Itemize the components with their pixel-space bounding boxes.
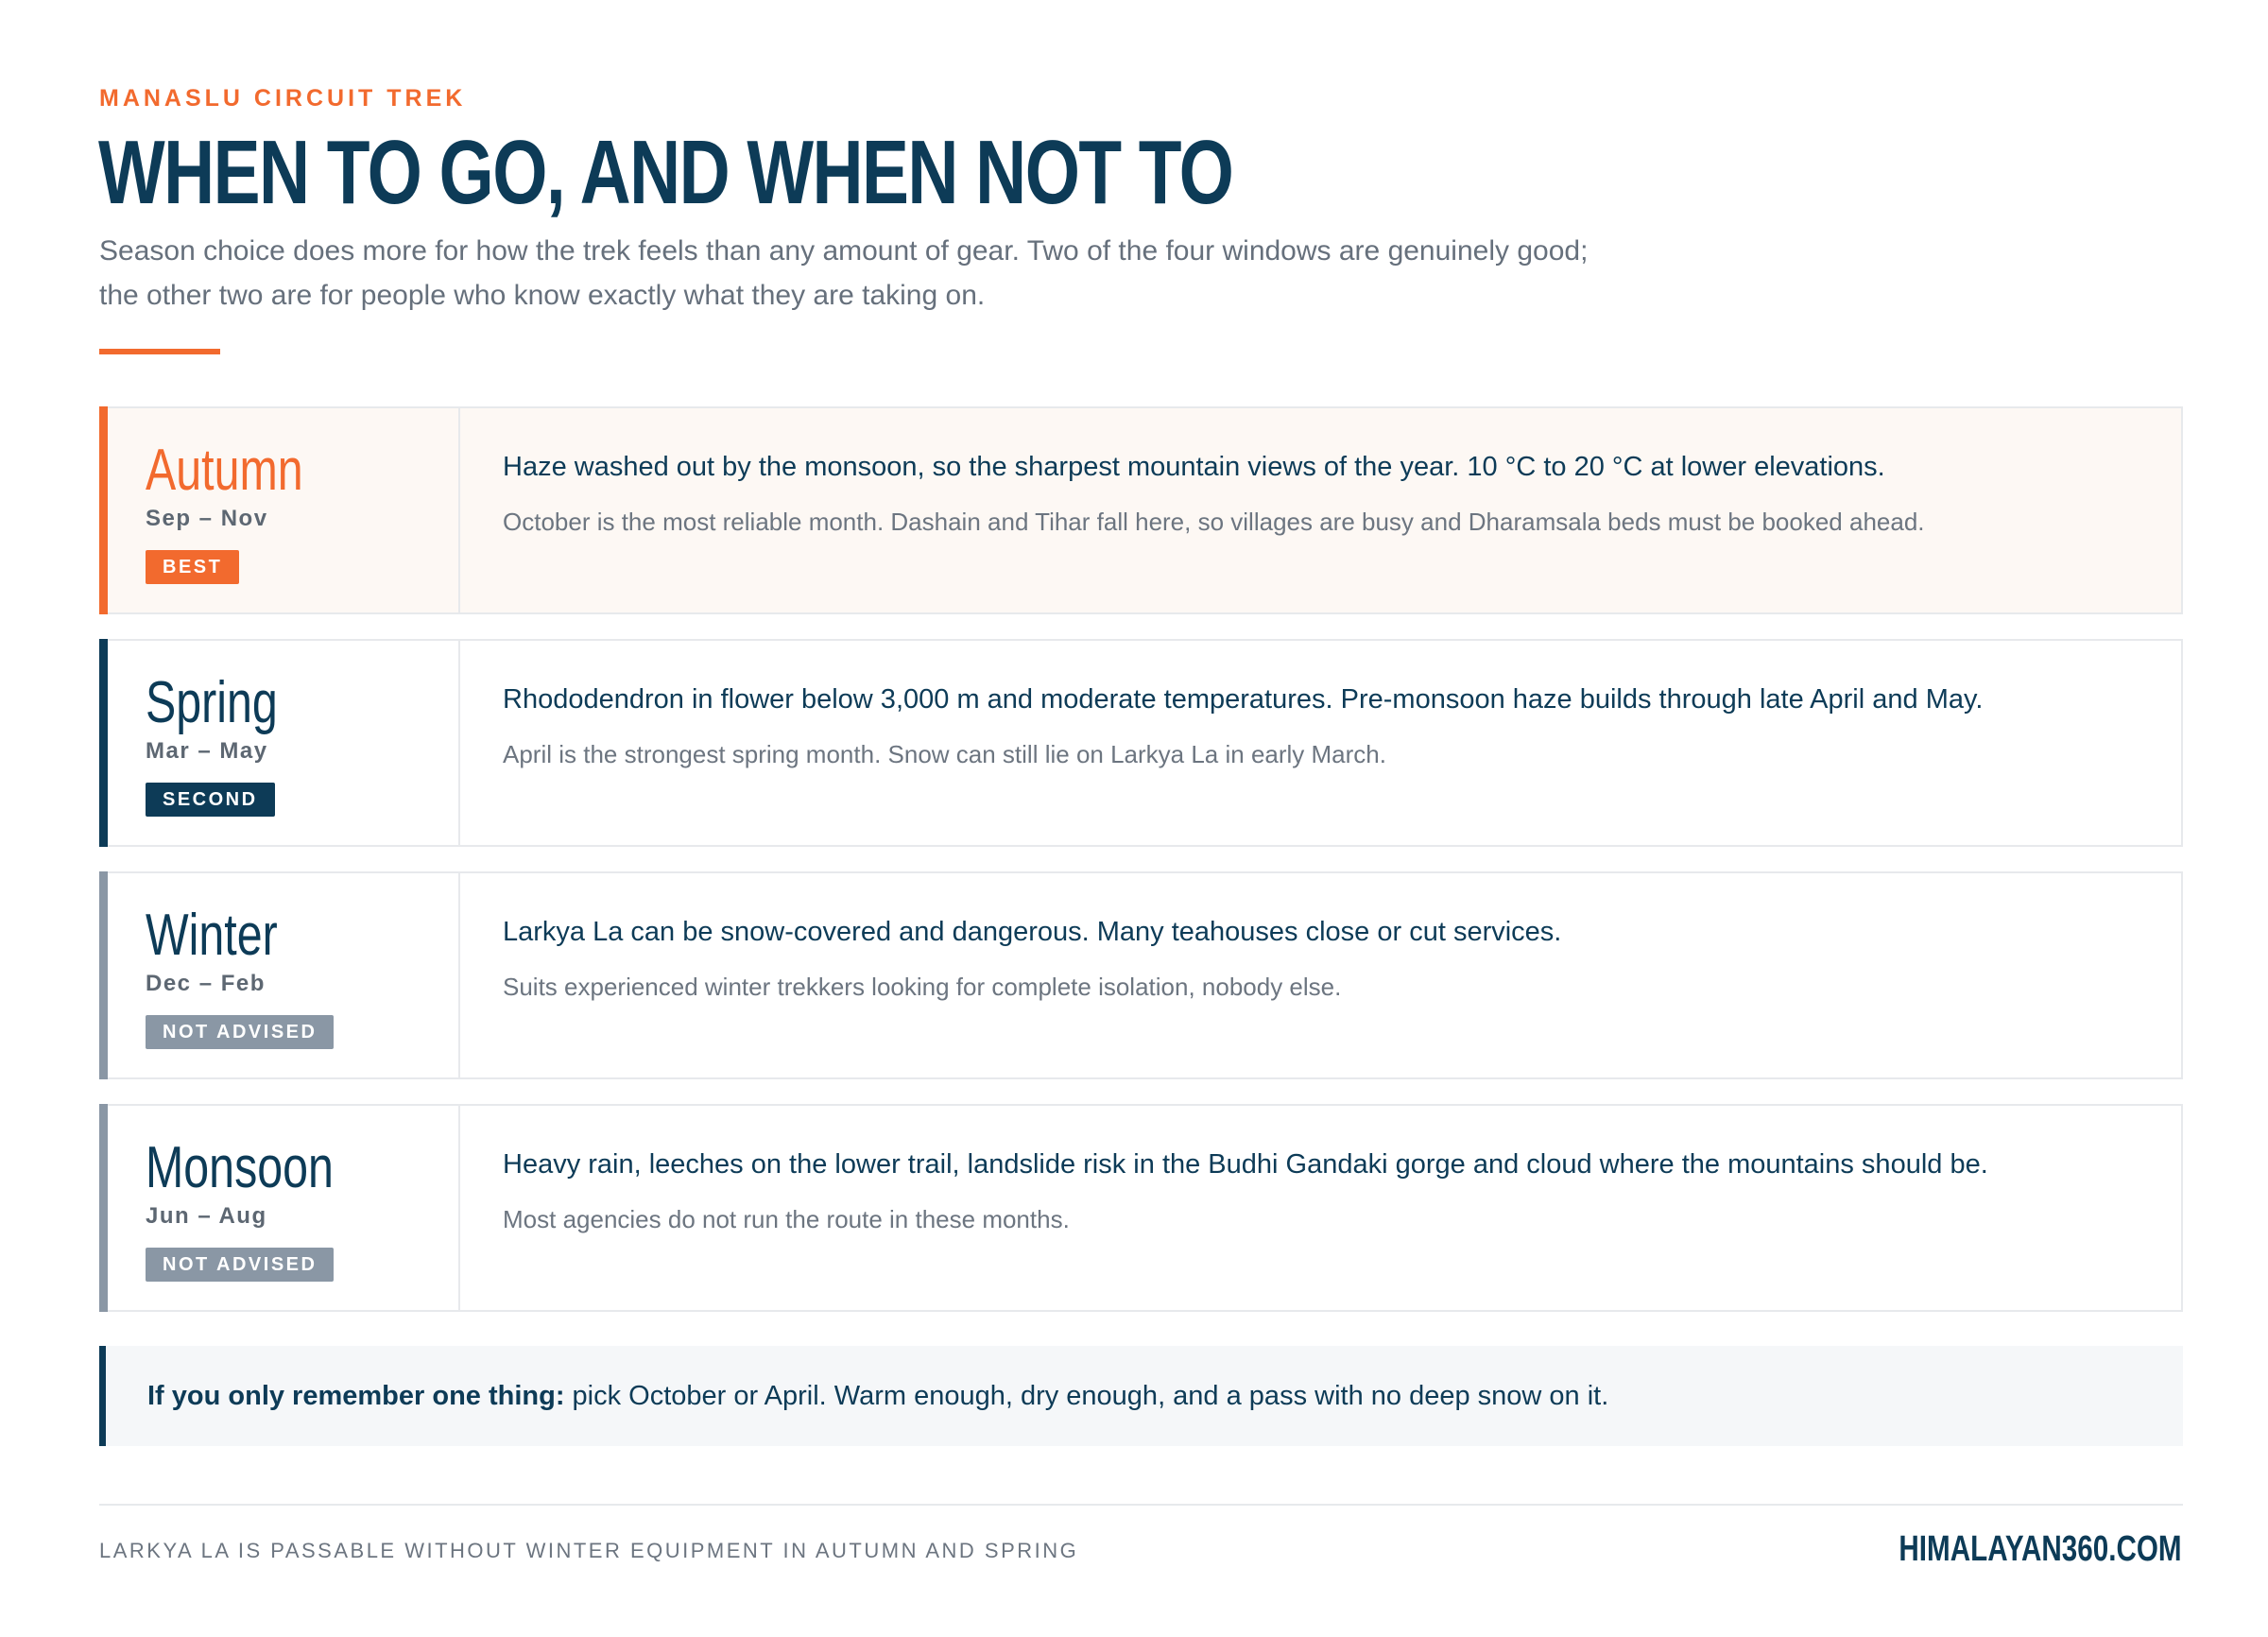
season-months: Mar – May xyxy=(146,738,268,764)
season-card-monsoon xyxy=(99,1104,2183,1312)
status-badge: NOT ADVISED xyxy=(146,1015,334,1049)
status-badge: BEST xyxy=(146,550,239,584)
callout-text: pick October or April. Warm enough, dry enough, and a pass with no deep snow on it. xyxy=(564,1381,1609,1411)
season-months: Dec – Feb xyxy=(146,971,266,996)
page-title: WHEN TO GO, AND WHEN NOT TO xyxy=(98,122,1233,223)
season-name: Spring xyxy=(146,670,278,735)
season-lead: Larkya La can be snow-covered and dangerous. Many teahouses close or cut services. xyxy=(503,917,1562,947)
callout-label: If you only remember one thing: xyxy=(147,1381,565,1411)
key-takeaway-callout xyxy=(99,1346,2183,1446)
season-card-autumn xyxy=(99,406,2183,614)
accent-rule xyxy=(99,349,220,354)
season-lead: Heavy rain, leeches on the lower trail, landslide risk in the Budhi Gandaki gorge and cloud where the mountains should be. xyxy=(503,1149,1988,1180)
intro-line-1: Season choice does more for how the trek feels than any amount of gear. Two of the four windows are genuinely good; xyxy=(99,235,1589,267)
season-note: Suits experienced winter trekkers looking for complete isolation, nobody else. xyxy=(503,973,1342,1001)
season-lead: Haze washed out by the monsoon, so the sharpest mountain views of the year. 10 °C to 20 °C at lower elevations. xyxy=(503,452,1885,482)
season-card-spring xyxy=(99,639,2183,847)
season-note: Most agencies do not run the route in these months. xyxy=(503,1205,1070,1233)
intro-text xyxy=(99,229,1706,318)
season-months: Jun – Aug xyxy=(146,1203,267,1229)
eyebrow: MANASLU CIRCUIT TREK xyxy=(99,85,467,112)
season-side xyxy=(101,641,460,845)
season-side xyxy=(101,1106,460,1310)
footer-note: LARKYA LA IS PASSABLE WITHOUT WINTER EQUIPMENT IN AUTUMN AND SPRING xyxy=(99,1539,1079,1562)
intro-line-2: the other two are for people who know exactly what they are taking on. xyxy=(99,280,986,311)
status-badge: SECOND xyxy=(146,783,275,817)
season-name: Monsoon xyxy=(146,1135,334,1200)
season-note: April is the strongest spring month. Snow can still lie on Larkya La in early March. xyxy=(503,740,1386,768)
season-months: Sep – Nov xyxy=(146,506,268,531)
season-name: Autumn xyxy=(146,438,303,503)
season-side xyxy=(101,408,460,612)
brand-logo: HIMALAYAN360.COM xyxy=(1899,1529,2182,1569)
season-note: October is the most reliable month. Dashain and Tihar fall here, so villages are busy and Dharamsala beds must be booked ahead. xyxy=(503,508,1925,536)
status-badge: NOT ADVISED xyxy=(146,1248,334,1282)
season-side xyxy=(101,873,460,1077)
footer-divider xyxy=(99,1504,2183,1506)
season-name: Winter xyxy=(146,903,278,968)
season-lead: Rhododendron in flower below 3,000 m and moderate temperatures. Pre-monsoon haze builds through late April and May. xyxy=(503,684,1984,715)
season-card-winter xyxy=(99,871,2183,1079)
